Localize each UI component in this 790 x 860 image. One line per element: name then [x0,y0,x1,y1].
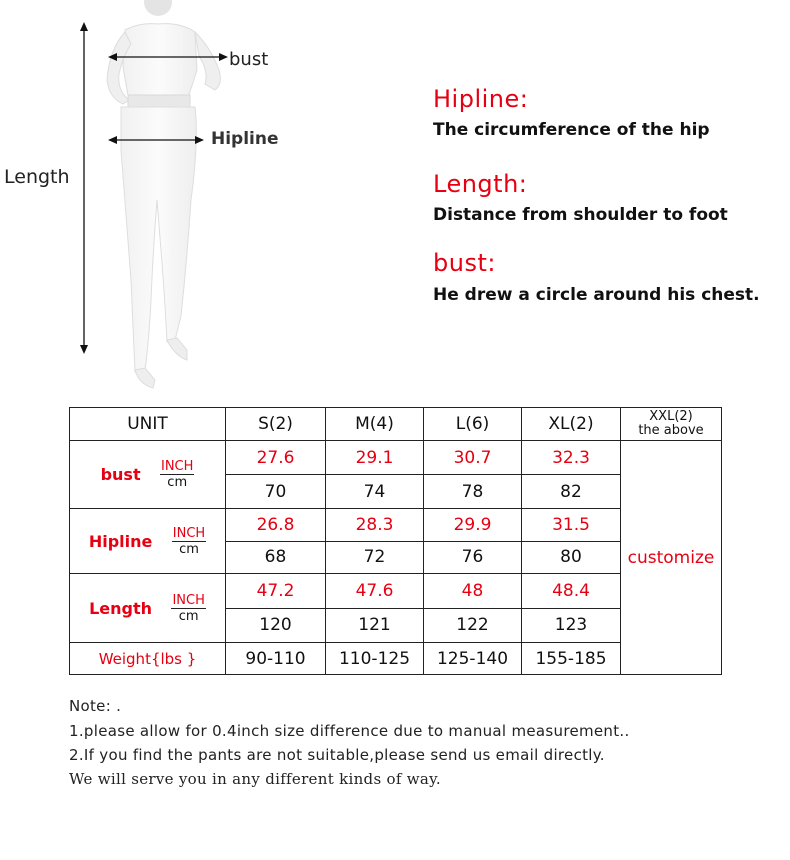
hipline-label: Hipline [211,129,279,149]
table-cell: 90-110 [226,643,326,675]
table-cell: 47.2 [226,574,326,609]
table-cell: 48 [424,574,522,609]
table-cell: 26.8 [226,509,326,542]
table-cell: 48.4 [522,574,621,609]
table-cell: 155-185 [522,643,621,675]
bust-row-label: bust [100,465,141,484]
unit-inch: INCH [172,592,205,608]
note-heading: Note: . [69,697,122,715]
bust-definition-text: He drew a circle around his chest. [433,285,760,305]
header-size-xxl [621,408,722,441]
header-xxl-line1: XXL(2) [649,409,693,424]
table-cell: 27.6 [226,441,326,475]
table-cell: 30.7 [424,441,522,475]
bust-label: bust [229,49,269,70]
unit-indicator [171,593,205,624]
header-size-xl: XL(2) [522,408,621,441]
hipline-definition-text: The circumference of the hip [433,120,710,140]
table-cell: 70 [226,475,326,509]
table-cell: 122 [424,608,522,643]
note-line-1: 1.please allow for 0.4inch size difference due to manual measurement.. [69,722,630,740]
customize-cell: customize [621,441,722,675]
length-label: Length [4,166,70,188]
table-cell: 28.3 [326,509,424,542]
note-line-2: 2.If you find the pants are not suitable,please send us email directly. [69,746,605,764]
unit-indicator [160,459,194,490]
table-cell: 80 [522,541,621,574]
table-cell: 72 [326,541,424,574]
header-size-m: M(4) [326,408,424,441]
bust-definition-title: bust: [433,249,496,277]
size-chart-table [69,407,722,675]
length-row-label: Length [89,598,153,618]
row-label-length [70,574,226,643]
header-size-l: L(6) [424,408,522,441]
table-cell: 47.6 [326,574,424,609]
table-cell: 74 [326,475,424,509]
bust-arrow-icon [108,50,228,64]
row-label-bust [70,441,226,509]
length-definition-text: Distance from shoulder to foot [433,205,728,225]
note-line-3: We will serve you in any different kinds of way. [69,770,441,788]
weight-row-label: Weight{lbs } [70,643,226,675]
table-cell: 76 [424,541,522,574]
table-cell: 32.3 [522,441,621,475]
length-definition-title: Length: [433,170,528,198]
table-cell: 82 [522,475,621,509]
table-cell: 68 [226,541,326,574]
table-cell: 78 [424,475,522,509]
unit-indicator [172,526,206,557]
table-cell: 29.9 [424,509,522,542]
table-row [70,441,722,475]
unit-cm: cm [178,608,199,624]
hipline-arrow-icon [108,133,204,147]
table-cell: 120 [226,608,326,643]
length-arrow-icon [78,22,90,354]
header-unit: UNIT [70,408,226,441]
unit-cm: cm [179,541,199,557]
unit-cm: cm [167,475,188,490]
header-xxl-line2: the above [638,423,704,438]
table-cell: 29.1 [326,441,424,475]
table-cell: 125-140 [424,643,522,675]
unit-inch: INCH [161,459,194,474]
table-header-row [70,408,722,441]
table-cell: 121 [326,608,424,643]
row-label-hipline [70,509,226,574]
hipline-definition-title: Hipline: [433,85,529,113]
table-cell: 110-125 [326,643,424,675]
unit-inch: INCH [172,525,206,541]
header-size-s: S(2) [226,408,326,441]
hipline-row-label: Hipline [88,531,153,551]
table-cell: 31.5 [522,509,621,542]
table-cell: 123 [522,608,621,643]
